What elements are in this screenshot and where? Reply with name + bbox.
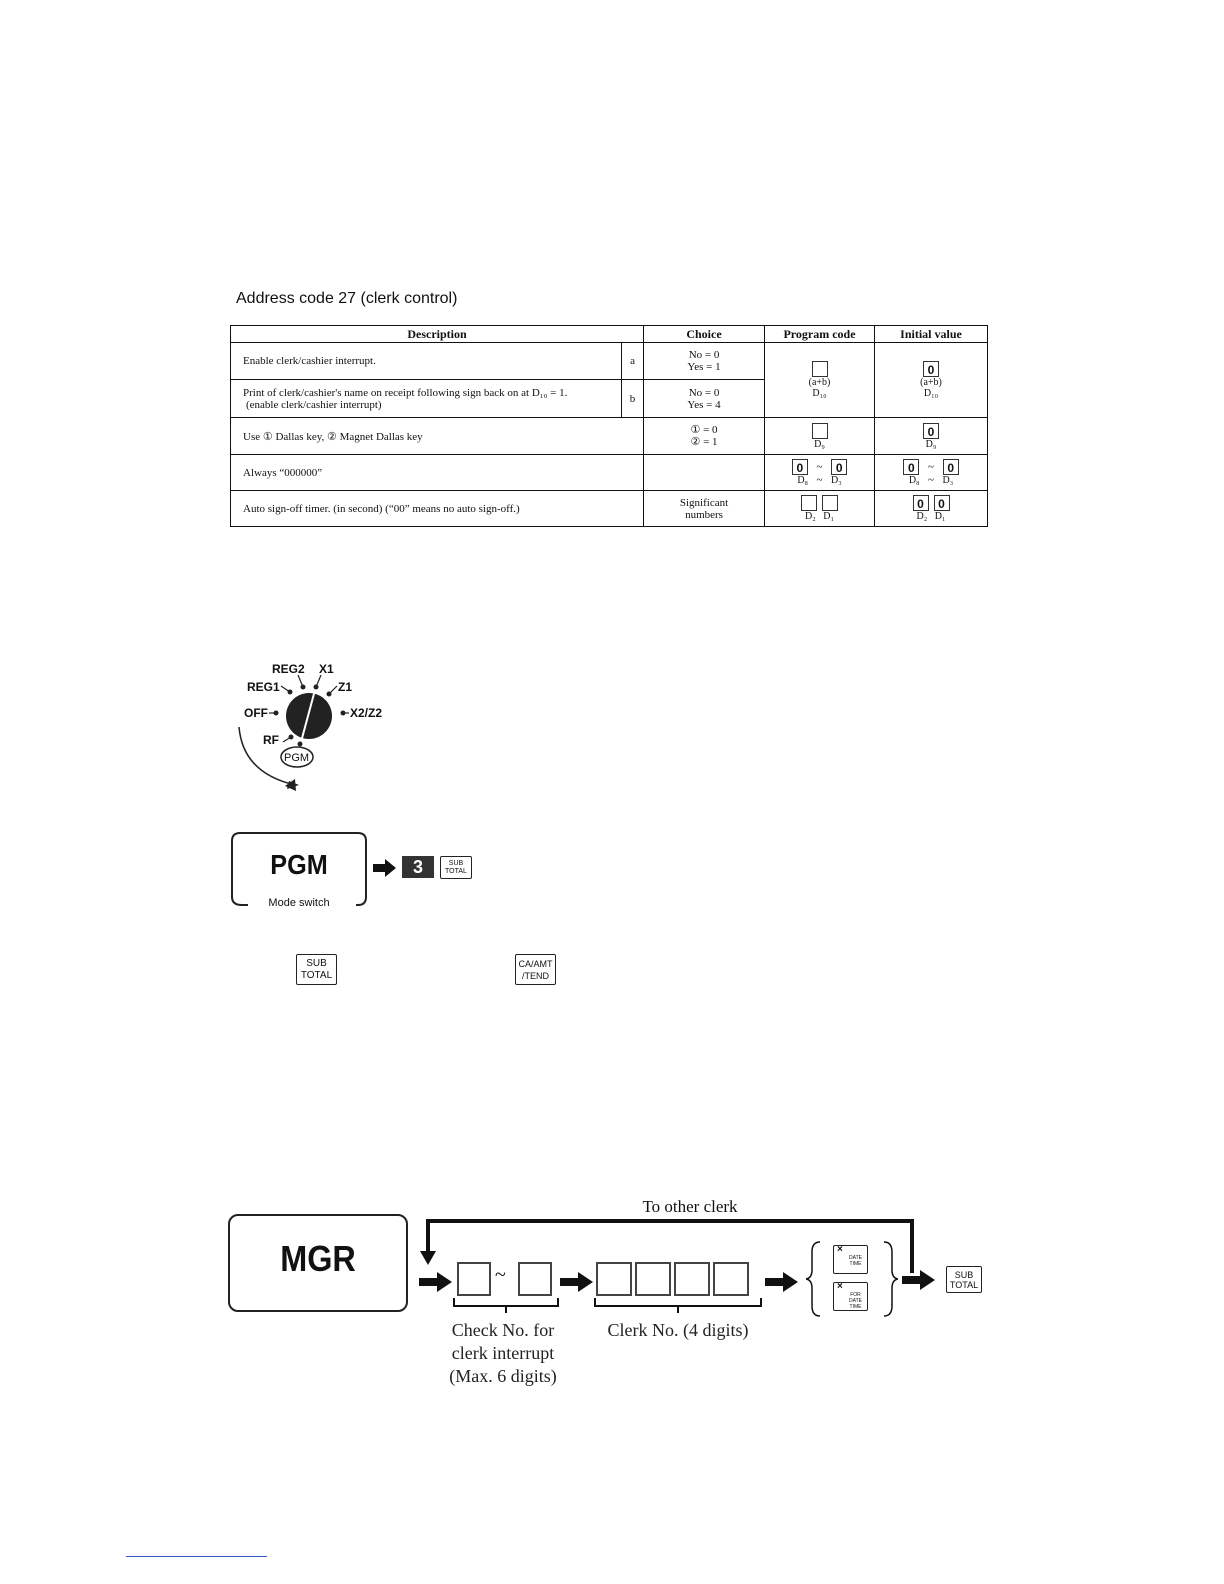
dial-label-x2z2: X2/Z2: [350, 706, 383, 720]
times-icon: ×: [837, 1244, 843, 1255]
choice-line: Yes = 4: [687, 398, 721, 411]
check-caption: [432, 1319, 574, 1388]
initial-value-d10: [875, 343, 988, 418]
header-choice: Choice: [644, 326, 765, 343]
dial-label-rf: RF: [263, 733, 279, 747]
check-digit-box: [518, 1262, 552, 1296]
digit-box: 0: [903, 459, 919, 475]
footnote-rule: [126, 1556, 267, 1557]
row-timer-description: Auto sign-off timer. (in second) (“00” means no auto sign-off.): [231, 491, 644, 527]
digit-box: 0: [923, 361, 939, 377]
arrow-right-icon: [419, 1272, 453, 1297]
row-dallas-description: Use ① Dallas key, ② Magnet Dallas key: [231, 418, 644, 455]
initial-value-d8-d3: [875, 455, 988, 491]
digit-box: [812, 361, 828, 377]
table-row: [231, 418, 988, 455]
digit-label: D₉: [814, 438, 825, 450]
program-code-d10: [765, 343, 875, 418]
tilde: ~: [816, 460, 823, 473]
header-initial-value: Initial value: [875, 326, 988, 343]
choice-line: No = 0: [688, 349, 720, 361]
choice-line: ② = 1: [690, 436, 718, 448]
digit-label: D₃: [942, 475, 954, 486]
digit-label: D₉: [925, 438, 937, 450]
arrow-right-icon: [560, 1272, 594, 1297]
key-text: SUB: [306, 958, 327, 969]
dial-label-off: OFF: [244, 706, 268, 720]
mgr-mode-label: MGR: [280, 1238, 356, 1279]
choice-line: Yes = 1: [687, 361, 721, 373]
clerk-digit-box: [596, 1262, 632, 1296]
tilde: ~: [928, 474, 934, 486]
key-text: TOTAL: [300, 970, 333, 981]
digit-box: 0: [934, 495, 950, 511]
digit-label: D₁: [823, 511, 834, 522]
table-row: [231, 455, 988, 491]
row-always-choice: [644, 455, 765, 491]
row-a-key: a: [622, 343, 644, 380]
digit-label: D₂: [805, 511, 816, 522]
times-icon: ×: [837, 1281, 843, 1292]
digit-label: D₁₀: [923, 388, 939, 399]
pgm-mode-label: PGM: [270, 849, 328, 880]
choice-line: Significant: [679, 496, 729, 509]
table-header-row: [231, 326, 988, 343]
ab-label: (a+b): [920, 377, 942, 388]
arrow-right-icon: [373, 859, 397, 882]
row-b-choice: [644, 380, 765, 418]
subtotal-key: [296, 954, 337, 985]
dial-label-reg2: REG2: [272, 662, 305, 676]
dial-label-z1: Z1: [338, 680, 353, 694]
clerk-bracket: [593, 1296, 765, 1319]
key-text: SUB: [448, 860, 464, 867]
program-code-d8-d3: [765, 455, 875, 491]
ca-amt-tend-key: [515, 954, 556, 985]
row-always-description: Always “000000”: [231, 455, 644, 491]
key-text: CA/AMT: [518, 959, 553, 969]
program-code-d9: [765, 418, 875, 455]
mgr-mode-box: [228, 1214, 408, 1312]
caption-line: Check No. for: [451, 1320, 555, 1340]
pgm-mode-box: [230, 831, 368, 910]
subtotal-key: [440, 856, 472, 879]
clerk-digit-boxes: [596, 1262, 749, 1296]
check-digit-box: [457, 1262, 491, 1296]
loop-label: To other clerk: [620, 1197, 760, 1217]
arrow-right-icon-svg: [419, 1272, 453, 1292]
key-text: TOTAL: [445, 868, 467, 875]
clerk-digit-box: [635, 1262, 671, 1296]
digit-box: [822, 495, 838, 511]
row-timer-choice: [644, 491, 765, 527]
caption-line: (Max. 6 digits): [449, 1366, 557, 1386]
key-text: /TEND: [522, 971, 549, 981]
for-date-time-key: [833, 1282, 868, 1311]
digit-box: 0: [913, 495, 929, 511]
desc-line: Print of clerk/cashier's name on receipt following sign back on at D₁₀ = 1.: [243, 386, 568, 399]
tilde: ~: [495, 1264, 506, 1286]
digit-label: D₃: [830, 475, 842, 486]
digit-box: [812, 423, 828, 439]
clerk-digit-box: [674, 1262, 710, 1296]
header-description: Description: [231, 326, 644, 343]
mode-switch-dial: [225, 655, 395, 800]
mode-switch-caption: Mode switch: [268, 897, 330, 909]
bracket-graphic: [593, 1296, 765, 1314]
key-text: FOR DATE TIME: [849, 1292, 862, 1310]
date-time-key: [833, 1245, 868, 1274]
digit-box: 0: [943, 459, 959, 475]
initial-value-d2-d1: [875, 491, 988, 527]
digit-box: 0: [792, 459, 808, 475]
row-dallas-choice: [644, 418, 765, 455]
caption-line: clerk interrupt: [451, 1343, 555, 1363]
digit-label: D₁₀: [812, 388, 827, 399]
tilde: ~: [928, 460, 934, 473]
arrow-right-icon-svg: [560, 1272, 594, 1292]
digit-label: D₈: [797, 475, 809, 486]
mode-dial-graphic: [225, 655, 395, 800]
choice-line: No = 0: [688, 386, 720, 399]
bracket-graphic: [452, 1296, 562, 1314]
dial-label-x1: X1: [319, 662, 334, 676]
program-code-d2-d1: [765, 491, 875, 527]
arrow-right-icon-svg: [765, 1272, 799, 1292]
digit-box: 0: [923, 423, 939, 439]
digit-box: [801, 495, 817, 511]
arrow-right-icon: [765, 1272, 799, 1297]
dial-label-pgm: PGM: [284, 752, 310, 764]
subtotal-key: [946, 1266, 982, 1293]
choice-line: numbers: [685, 508, 723, 521]
clerk-caption: Clerk No. (4 digits): [607, 1320, 749, 1340]
arrow-right-icon-svg: [902, 1270, 936, 1290]
row-b-key: b: [622, 380, 644, 418]
key-text: TOTAL: [949, 1280, 979, 1290]
dial-label-reg1: REG1: [247, 680, 280, 694]
check-bracket: [452, 1296, 562, 1319]
arrow-right-icon: [902, 1270, 936, 1295]
choice-line: ① = 0: [690, 424, 718, 436]
program-table: [230, 325, 988, 527]
digit-label: D₈: [908, 475, 920, 486]
clerk-digit-box: [713, 1262, 749, 1296]
digit-box: 0: [831, 459, 847, 475]
row-a-choice: [644, 343, 765, 380]
table-row: [231, 491, 988, 527]
table-row: [231, 343, 988, 380]
row-a-description: Enable clerk/cashier interrupt.: [231, 343, 622, 380]
digit-label: D₂: [916, 511, 928, 522]
desc-line: (enable clerk/cashier interrupt): [246, 398, 382, 411]
key-text: DATE TIME: [849, 1255, 862, 1267]
ab-label: (a+b): [808, 377, 831, 388]
section-title: Address code 27 (clerk control): [236, 290, 458, 307]
key-text: SUB: [954, 1270, 974, 1280]
key-3: 3: [402, 856, 434, 878]
digit-label: D₁: [934, 511, 946, 522]
arrow-right-icon-svg: [373, 859, 397, 877]
header-program-code: Program code: [765, 326, 875, 343]
row-b-description: [231, 380, 622, 418]
tilde: ~: [816, 474, 823, 486]
initial-value-d9: [875, 418, 988, 455]
